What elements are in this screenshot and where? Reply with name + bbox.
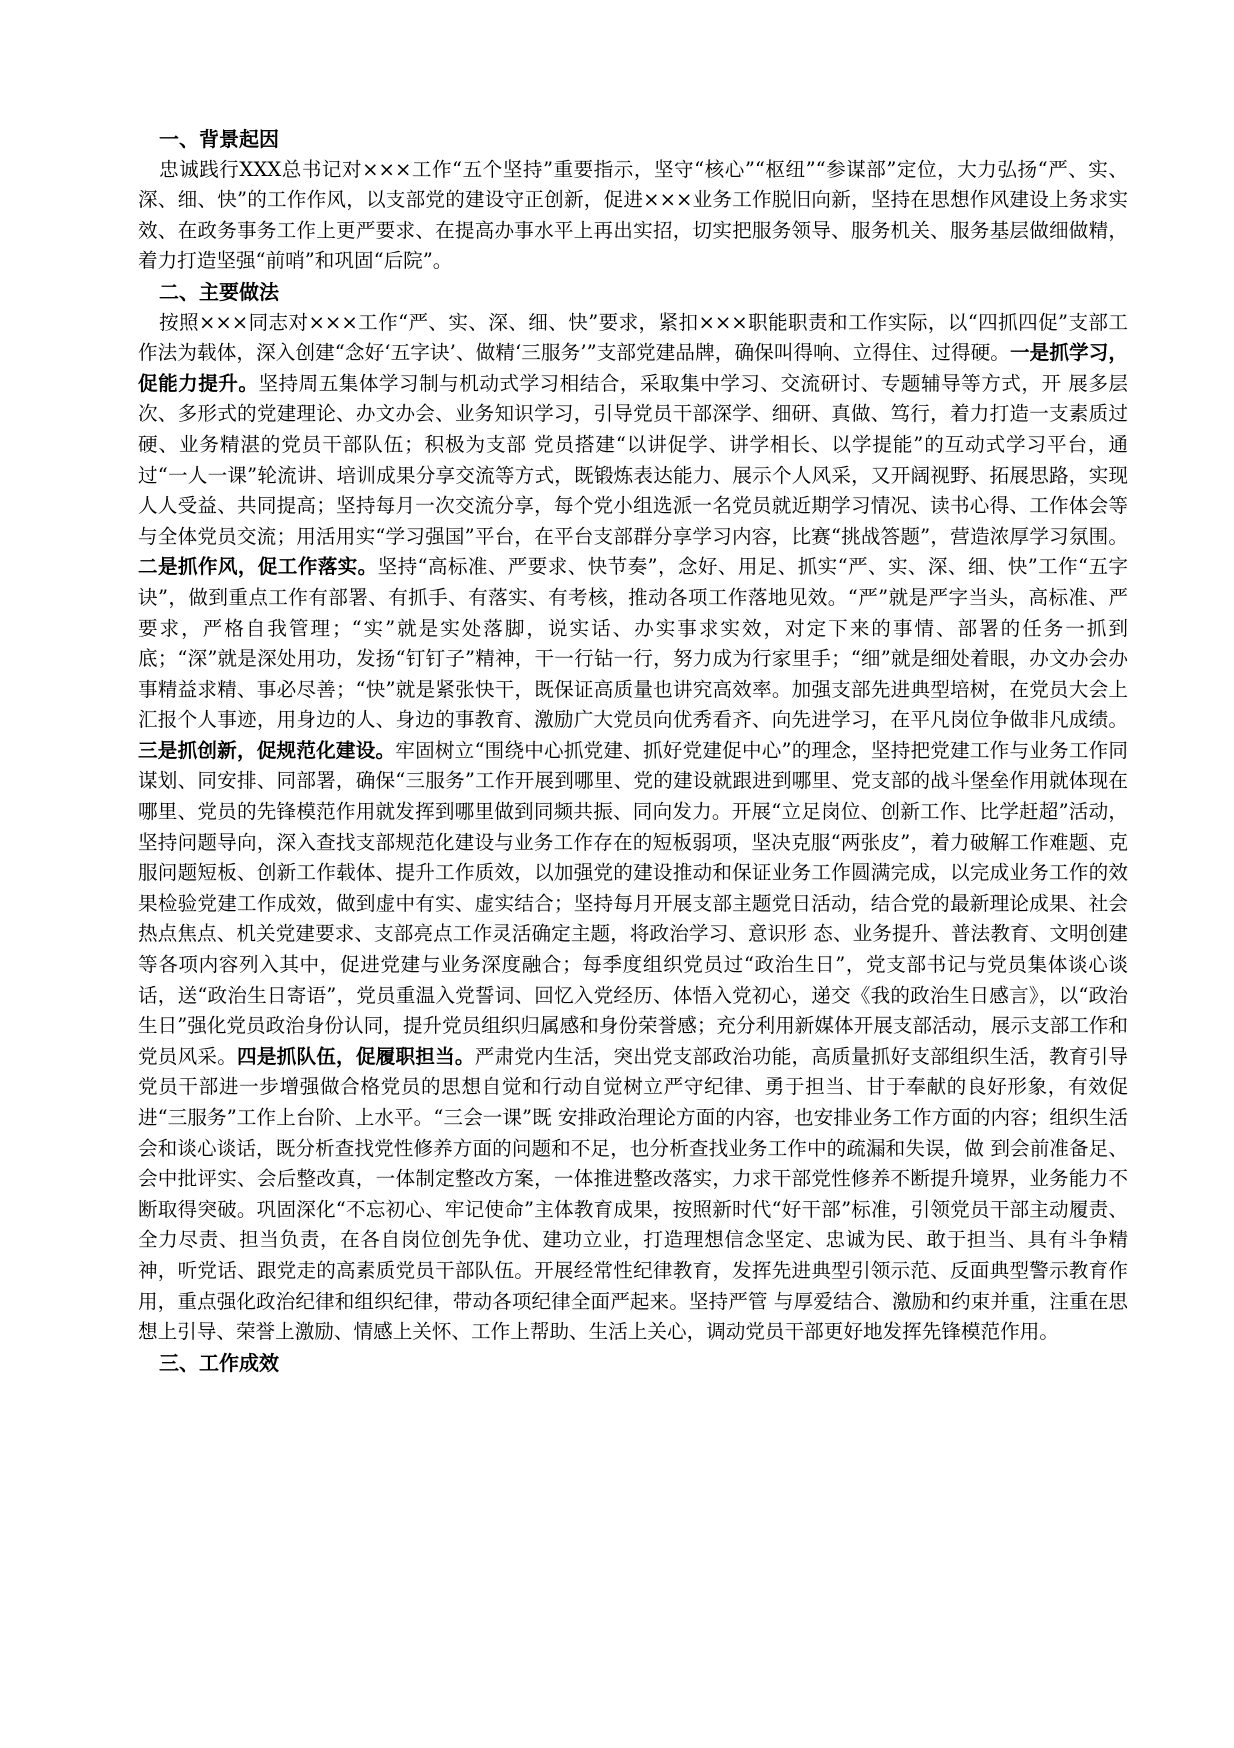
paragraph-background: 忠诚践行XXX总书记对×××工作“五个坚持”重要指示，坚守“核心”“枢纽”“参谋部”定位，大力弘扬“严、实、深、细、快”的工作作风，以支部党的建设守正创新，促进×××业务工作脱旧向新，坚持在思想作风建设上务求实效、在政务事务工作上更严要求、在提高办事水平上再出实招，切实把服务领导、服务机关、服务基层做细做精，着力打造坚强“前哨”和巩固“后院”。: [138, 157, 1128, 273]
paragraph-main-practices: [138, 308, 1128, 1348]
point3-title: 三是抓创新，促规范化建设。: [138, 738, 396, 762]
practices-intro-text: 按照×××同志对×××工作“严、实、深、细、快”要求，紧扣×××职能职责和工作实际，以“四抓四促”支部工作法为载体，深入创建“念好‘五字诀’、做精‘三服务’”支部党建品牌，确保叫得响、立得住、过得硬。: [138, 310, 1128, 365]
point4-title: 四是抓队伍，促履职担当。: [237, 1044, 475, 1068]
point2-text: 坚持“高标准、严要求、快节奏”，念好、用足、抓实“严、实、深、细、快”工作“五字诀”，做到重点工作有部署、有抓手、有落实、有考核，推动各项工作落地见效。“严”就是严字当头，高标准、严要求，严格自我管理；“实”就是实处落脚，说实话、办实事求实效，对定下来的事情、部署的任务一抓到底；“深”就是深处用功，发扬“钉钉子”精神，干一行钻一行，努力成为行家里手；“细”就是细处着眼，办文办会办事精益求精、事必尽善；“快”就是紧张快干，既保证高质量也讲究高效率。加强支部先进典型培树，在党员大会上汇报个人事迹，用身边的人、身边的事教育、激励广大党员向优秀看齐、向先进学习，在平凡岗位争做非凡成绩。: [138, 555, 1129, 732]
document-page: [138, 124, 1128, 1378]
point1-text: 坚持周五集体学习制与机动式学习相结合，采取集中学习、交流研讨、专题辅导等方式，开 展多层次、多形式的党建理论、办文办会、业务知识学习，引导党员干部深学、细研、真做、笃行，着力打造一支素质过硬、业务精湛的党员干部队伍；积极为支部 党员搭建“以讲促学、讲学相长、以学提能”的互动式学习平台，通过“一人一课”轮流讲、培训成果分享交流等方式，既锻炼表达能力、展示个人风采，又开阔视野、拓展思路，实现人人受益、共同提高；坚持每月一次交流分享，每个党小组选派一名党员就近期学习情况、读书心得、工作体会等与全体党员交流；用活用实“学习强国”平台，在平台支部群分享学习内容，比赛“挑战答题”，营造浓厚学习氛围。: [138, 371, 1129, 548]
point4-text: 严肃党内生活，突出党支部政治功能，高质量抓好支部组织生活，教育引导党员干部进一步增强做合格党员的思想自觉和行动自觉树立严守纪律、勇于担当、甘于奉献的良好形象，有效促进“三服务”工作上台阶、上水平。“三会一课”既 安排政治理论方面的内容，也安排业务工作方面的内容；组织生活会和谈心谈话，既分析查找党性修养方面的问题和不足，也分析查找业务工作中的疏漏和失误，做 到会前准备足、会中批评实、会后整改真，一体制定整改方案，一体推进整改落实，力求干部党性修养不断提升境界，业务能力不断取得突破。巩固深化“不忘初心、牢记使命”主体教育成果，按照新时代“好干部”标准，引领党员干部主动履责、全力尽责、担当负责，在各自岗位创先争优、建功立业，打造理想信念坚定、忠诚为民、敢于担当、具有斗争精神，听党话、跟党走的高素质党员干部队伍。开展经常性纪律教育，发挥先进典型引领示范、反面典型警示教育作用，重点强化政治纪律和组织纪律，带动各项纪律全面严起来。坚持严管 与厚爱结合、激励和约束并重，注重在思想上引导、荣誉上激励、情感上关怀、工作上帮助、生活上关心，调动党员干部更好地发挥先锋模范作用。: [138, 1044, 1129, 1344]
section-heading-main-practices: 二、主要做法: [159, 279, 279, 304]
point2-title: 二是抓作风，促工作落实。: [138, 555, 378, 579]
point1-title: 一是抓学习，促能力提升。: [138, 341, 1128, 395]
point3-text: 牢固树立“围绕中心抓党建、抓好党建促中心”的理念，坚持把党建工作与业务工作同谋划、同安排、同部署，确保“三服务”工作开展到哪里、党的建设就跟进到哪里、党支部的战斗堡垒作用就体现在哪里、党员的先锋模范作用就发挥到哪里做到同频共振、同向发力。开展“立足岗位、创新工作、比学赶超”活动，坚持问题导向，深入查找支部规范化建设与业务工作存在的短板弱项，坚决克服“两张皮”，着力破解工作难题、克服问题短板、创新工作载体、提升工作质效，以加强党的建设推动和保证业务工作圆满完成，以完成业务工作的效果检验党建工作成效，做到虚中有实、虚实结合；坚持每月开展支部主题党日活动，结合党的最新理论成果、社会热点焦点、机关党建要求、支部亮点工作灵活确定主题，将政治学习、意识形 态、业务提升、普法教育、文明创建等各项内容列入其中，促进党建与业务深度融合；每季度组织党员过“政治生日”，党支部书记与党员集体谈心谈话，送“政治生日寄语”，党员重温入党誓词、回忆入党经历、体悟入党初心，递交《我的政治生日感言》，以“政治生日”强化党员政治身份认同，提升党员组织归属感和身份荣誉感；充分利用新媒体开展支部活动，展示支部工作和党员风采。: [138, 738, 1129, 1068]
section-heading-results: 三、工作成效: [159, 1350, 279, 1375]
section-heading-background: 一、背景起因: [159, 127, 279, 151]
